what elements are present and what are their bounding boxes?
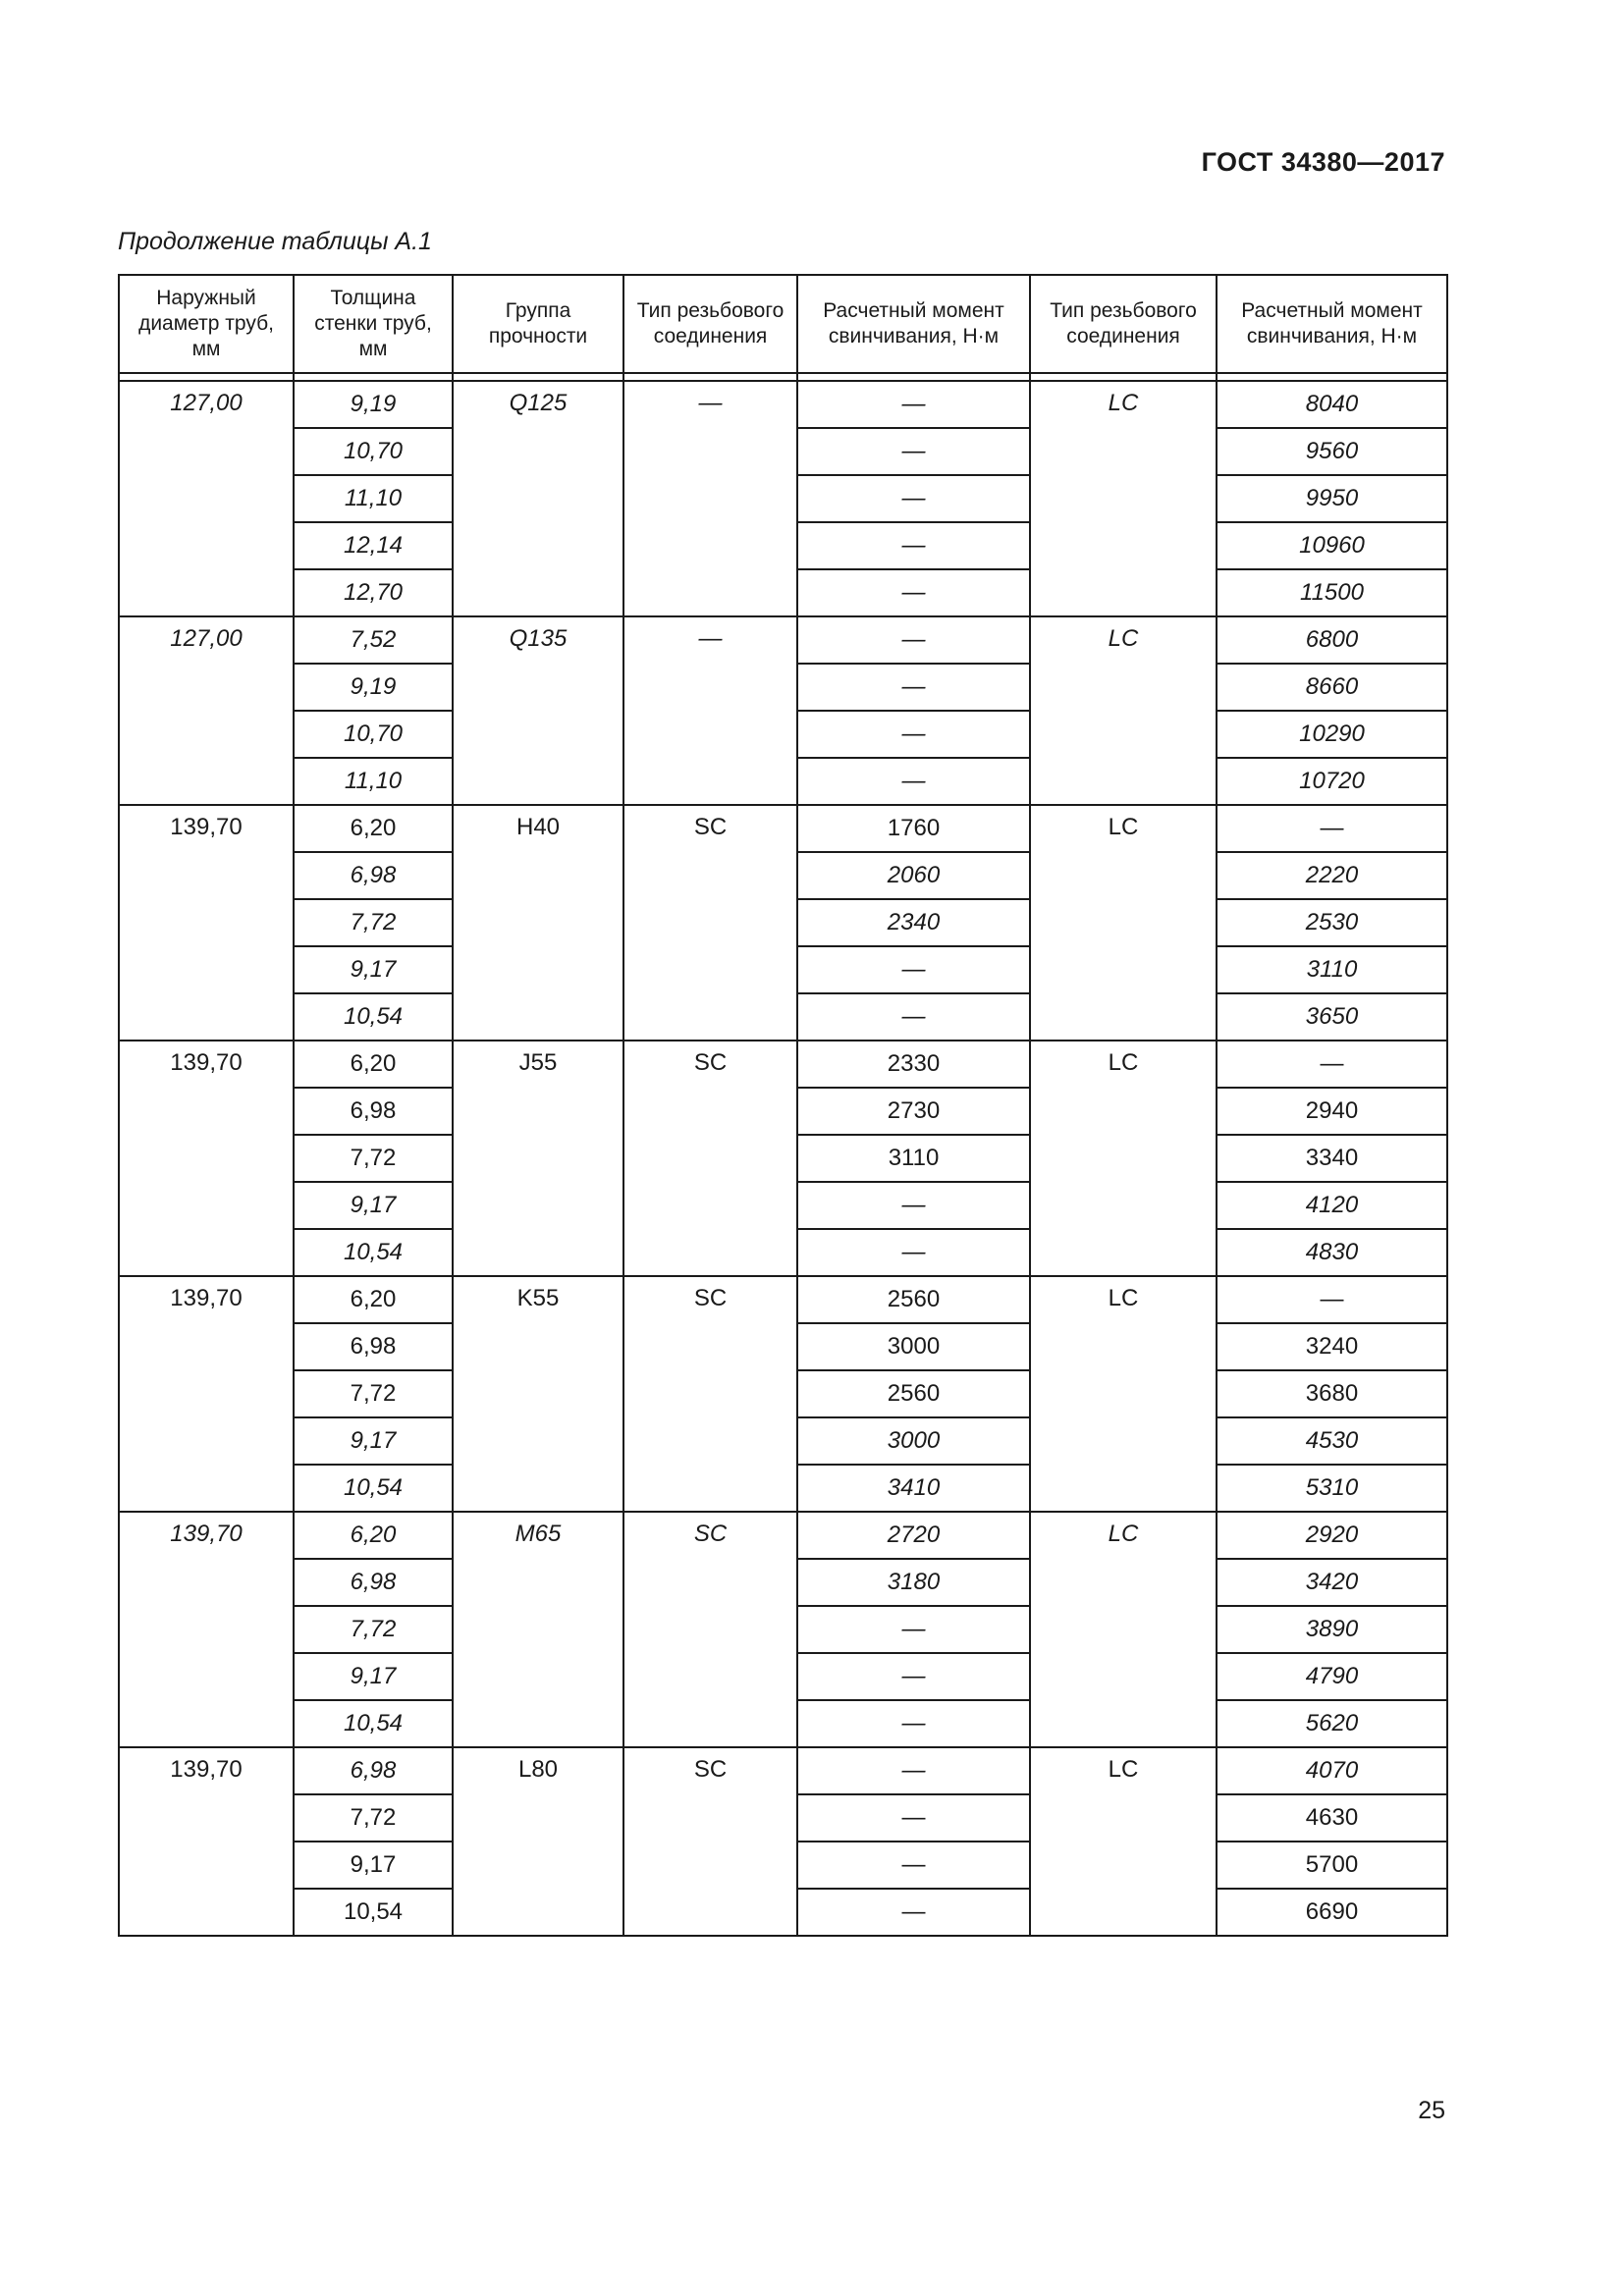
column-header-diameter: Наружный диаметр труб, мм — [119, 275, 294, 373]
column-header-wall: Толщина стенки труб, мм — [294, 275, 453, 373]
cell-wall: 7,72 — [294, 899, 453, 946]
cell-wall: 10,54 — [294, 1700, 453, 1747]
cell-wall: 9,19 — [294, 381, 453, 428]
cell-torque-2: 4530 — [1217, 1417, 1447, 1465]
cell-diameter: 139,70 — [119, 805, 294, 1041]
cell-torque-1: — — [797, 758, 1030, 805]
header-gap-row — [119, 373, 1447, 381]
cell-thread-type-2: LC — [1030, 1041, 1217, 1276]
cell-wall: 9,17 — [294, 1417, 453, 1465]
cell-torque-1: — — [797, 522, 1030, 569]
cell-wall: 6,20 — [294, 1041, 453, 1088]
cell-diameter: 127,00 — [119, 616, 294, 805]
cell-torque-2: 3650 — [1217, 993, 1447, 1041]
cell-torque-1: — — [797, 1889, 1030, 1936]
table-row — [119, 381, 1447, 428]
cell-torque-1: — — [797, 1653, 1030, 1700]
cell-wall: 10,54 — [294, 1889, 453, 1936]
cell-torque-1: 3410 — [797, 1465, 1030, 1512]
cell-torque-1: 1760 — [797, 805, 1030, 852]
cell-torque-2: 10720 — [1217, 758, 1447, 805]
cell-torque-2: 10960 — [1217, 522, 1447, 569]
table-row — [119, 1276, 1447, 1323]
document-id: ГОСТ 34380—2017 — [1201, 147, 1445, 177]
cell-grade: H40 — [453, 805, 623, 1041]
table-row — [119, 616, 1447, 664]
cell-wall: 6,98 — [294, 1323, 453, 1370]
cell-torque-1: — — [797, 1700, 1030, 1747]
cell-wall: 6,98 — [294, 1559, 453, 1606]
cell-wall: 11,10 — [294, 475, 453, 522]
cell-torque-2: 3240 — [1217, 1323, 1447, 1370]
cell-thread-type-1: — — [623, 616, 797, 805]
cell-torque-1: 2060 — [797, 852, 1030, 899]
cell-thread-type-1: SC — [623, 1512, 797, 1747]
cell-torque-2: 3680 — [1217, 1370, 1447, 1417]
cell-torque-1: 2330 — [797, 1041, 1030, 1088]
cell-diameter: 139,70 — [119, 1041, 294, 1276]
cell-torque-1: — — [797, 569, 1030, 616]
cell-torque-1: 2730 — [797, 1088, 1030, 1135]
cell-torque-2: 8040 — [1217, 381, 1447, 428]
cell-torque-1: 3000 — [797, 1417, 1030, 1465]
cell-torque-1: — — [797, 428, 1030, 475]
cell-torque-2: — — [1217, 1041, 1447, 1088]
table-header-row — [119, 275, 1447, 373]
cell-thread-type-2: LC — [1030, 616, 1217, 805]
cell-torque-1: — — [797, 993, 1030, 1041]
cell-wall: 9,17 — [294, 1182, 453, 1229]
cell-torque-1: — — [797, 1182, 1030, 1229]
cell-wall: 12,70 — [294, 569, 453, 616]
cell-diameter: 127,00 — [119, 381, 294, 616]
cell-grade: Q125 — [453, 381, 623, 616]
cell-thread-type-1: SC — [623, 1276, 797, 1512]
cell-torque-2: 6800 — [1217, 616, 1447, 664]
cell-torque-2: 4630 — [1217, 1794, 1447, 1842]
cell-thread-type-1: — — [623, 381, 797, 616]
column-header-grade: Группа прочности — [453, 275, 623, 373]
cell-torque-1: 2560 — [797, 1276, 1030, 1323]
cell-torque-1: — — [797, 475, 1030, 522]
cell-wall: 9,19 — [294, 664, 453, 711]
cell-torque-1: — — [797, 1747, 1030, 1794]
cell-diameter: 139,70 — [119, 1747, 294, 1936]
cell-torque-1: 2560 — [797, 1370, 1030, 1417]
cell-wall: 7,72 — [294, 1606, 453, 1653]
cell-wall: 6,98 — [294, 1088, 453, 1135]
cell-wall: 6,20 — [294, 805, 453, 852]
cell-wall: 10,54 — [294, 1465, 453, 1512]
torque-table — [118, 274, 1448, 1937]
cell-wall: 9,17 — [294, 1842, 453, 1889]
cell-torque-2: 2940 — [1217, 1088, 1447, 1135]
table-row — [119, 805, 1447, 852]
cell-torque-1: 3000 — [797, 1323, 1030, 1370]
table-row — [119, 1747, 1447, 1794]
cell-wall: 6,98 — [294, 852, 453, 899]
cell-torque-2: 4120 — [1217, 1182, 1447, 1229]
cell-wall: 6,98 — [294, 1747, 453, 1794]
cell-wall: 10,70 — [294, 428, 453, 475]
cell-wall: 7,72 — [294, 1794, 453, 1842]
cell-torque-1: — — [797, 1842, 1030, 1889]
cell-torque-2: 4830 — [1217, 1229, 1447, 1276]
cell-grade: Q135 — [453, 616, 623, 805]
cell-torque-2: 5620 — [1217, 1700, 1447, 1747]
cell-torque-2: 5310 — [1217, 1465, 1447, 1512]
cell-thread-type-2: LC — [1030, 1276, 1217, 1512]
cell-diameter: 139,70 — [119, 1276, 294, 1512]
cell-torque-1: — — [797, 1794, 1030, 1842]
cell-torque-1: — — [797, 1229, 1030, 1276]
cell-torque-2: 2920 — [1217, 1512, 1447, 1559]
cell-torque-1: — — [797, 664, 1030, 711]
cell-torque-1: — — [797, 616, 1030, 664]
cell-wall: 7,72 — [294, 1370, 453, 1417]
cell-torque-1: 3110 — [797, 1135, 1030, 1182]
cell-torque-2: 9560 — [1217, 428, 1447, 475]
cell-torque-2: 6690 — [1217, 1889, 1447, 1936]
cell-wall: 7,72 — [294, 1135, 453, 1182]
column-header-thread-type-2: Тип резьбового соединения — [1030, 275, 1217, 373]
cell-wall: 9,17 — [294, 1653, 453, 1700]
table-caption: Продолжение таблицы А.1 — [118, 228, 432, 255]
cell-torque-1: 2340 — [797, 899, 1030, 946]
cell-torque-2: 5700 — [1217, 1842, 1447, 1889]
cell-torque-1: — — [797, 711, 1030, 758]
cell-grade: K55 — [453, 1276, 623, 1512]
cell-thread-type-1: SC — [623, 805, 797, 1041]
cell-torque-2: — — [1217, 805, 1447, 852]
cell-torque-2: 10290 — [1217, 711, 1447, 758]
cell-wall: 6,20 — [294, 1512, 453, 1559]
cell-torque-1: 2720 — [797, 1512, 1030, 1559]
cell-torque-2: 9950 — [1217, 475, 1447, 522]
cell-torque-2: 2530 — [1217, 899, 1447, 946]
cell-wall: 10,70 — [294, 711, 453, 758]
cell-wall: 11,10 — [294, 758, 453, 805]
table-body — [119, 381, 1447, 1936]
cell-thread-type-2: LC — [1030, 381, 1217, 616]
cell-thread-type-1: SC — [623, 1041, 797, 1276]
cell-torque-2: 3890 — [1217, 1606, 1447, 1653]
cell-grade: L80 — [453, 1747, 623, 1936]
cell-torque-2: 11500 — [1217, 569, 1447, 616]
cell-wall: 10,54 — [294, 993, 453, 1041]
cell-wall: 7,52 — [294, 616, 453, 664]
cell-thread-type-2: LC — [1030, 1512, 1217, 1747]
cell-torque-2: 3110 — [1217, 946, 1447, 993]
cell-torque-1: 3180 — [797, 1559, 1030, 1606]
cell-torque-1: — — [797, 946, 1030, 993]
cell-torque-2: 8660 — [1217, 664, 1447, 711]
cell-thread-type-1: SC — [623, 1747, 797, 1936]
cell-torque-2: 3420 — [1217, 1559, 1447, 1606]
cell-wall: 6,20 — [294, 1276, 453, 1323]
cell-torque-1: — — [797, 1606, 1030, 1653]
cell-grade: M65 — [453, 1512, 623, 1747]
cell-torque-2: 4070 — [1217, 1747, 1447, 1794]
cell-wall: 12,14 — [294, 522, 453, 569]
cell-diameter: 139,70 — [119, 1512, 294, 1747]
cell-grade: J55 — [453, 1041, 623, 1276]
cell-torque-1: — — [797, 381, 1030, 428]
cell-wall: 10,54 — [294, 1229, 453, 1276]
cell-wall: 9,17 — [294, 946, 453, 993]
cell-torque-2: 3340 — [1217, 1135, 1447, 1182]
column-header-torque-2: Расчетный момент свинчивания, Н·м — [1217, 275, 1447, 373]
table-row — [119, 1041, 1447, 1088]
table-row — [119, 1512, 1447, 1559]
cell-torque-2: — — [1217, 1276, 1447, 1323]
cell-torque-2: 2220 — [1217, 852, 1447, 899]
cell-thread-type-2: LC — [1030, 805, 1217, 1041]
page-number: 25 — [1418, 2097, 1445, 2124]
column-header-thread-type-1: Тип резьбового соединения — [623, 275, 797, 373]
cell-thread-type-2: LC — [1030, 1747, 1217, 1936]
column-header-torque-1: Расчетный момент свинчивания, Н·м — [797, 275, 1030, 373]
cell-torque-2: 4790 — [1217, 1653, 1447, 1700]
